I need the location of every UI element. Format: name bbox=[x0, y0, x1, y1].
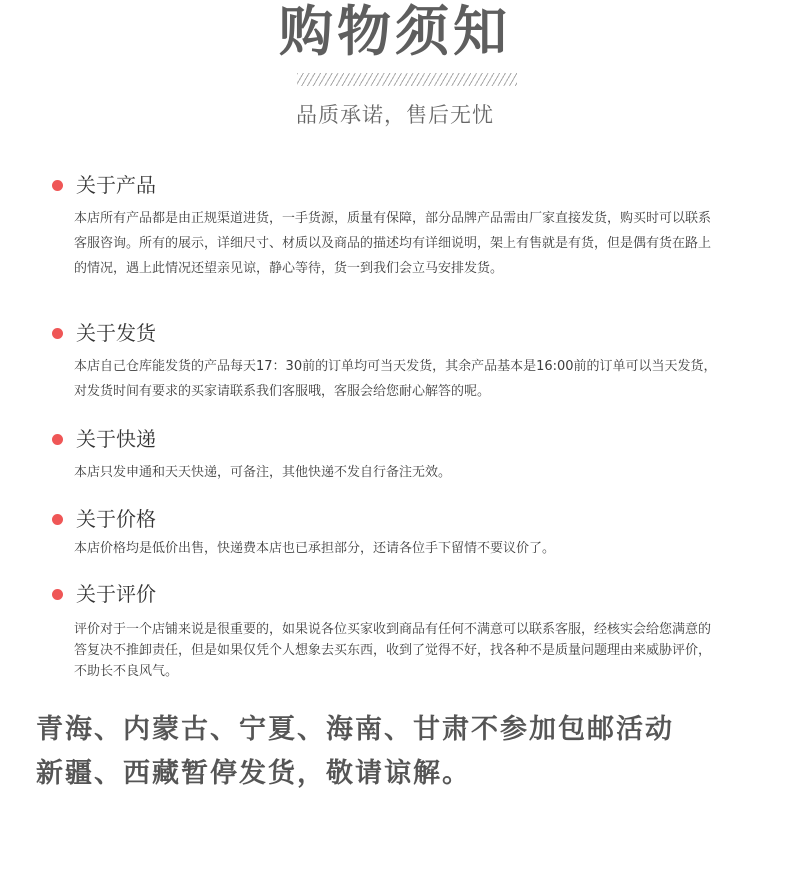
bullet-dot-icon bbox=[52, 434, 63, 445]
section-body: 本店自己仓库能发货的产品每天17：30前的订单均可当天发货，其余产品基本是16:00前的订单可以当天发货，对发货时间有要求的买家请联系我们客服哦，客服会给您耐心解答的呢。 bbox=[74, 359, 717, 399]
shipping-notice bbox=[36, 708, 776, 796]
section-body: 本店价格均是低价出售，快递费本店也已承担部分，还请各位手下留情不要议价了。 bbox=[74, 541, 556, 556]
section-title: 关于评价 bbox=[76, 582, 156, 606]
decorative-divider bbox=[297, 73, 517, 86]
section-title: 关于价格 bbox=[76, 507, 156, 531]
section-review bbox=[52, 581, 732, 682]
section-title: 关于快递 bbox=[76, 427, 156, 451]
section-price bbox=[52, 506, 732, 561]
section-shipping bbox=[52, 320, 732, 404]
bullet-dot-icon bbox=[52, 328, 63, 339]
page-title: 购物须知 bbox=[279, 0, 511, 63]
notice-line-2: 新疆、西藏暂停发货，敬请谅解。 bbox=[36, 758, 471, 789]
section-body: 评价对于一个店铺来说是很重要的，如果说各位买家收到商品有任何不满意可以联系客服，经核实会给您满意的答复决不推卸责任，但是如果仅凭个人想象去买东西，收到了觉得不好，找各种不是质量问题理由来威胁评价，不助长不良风气。 bbox=[74, 622, 712, 679]
bullet-dot-icon bbox=[52, 514, 63, 525]
page-subtitle: 品质承诺，售后无忧 bbox=[296, 103, 494, 127]
section-body: 本店只发申通和天天快递，可备注，其他快递不发自行备注无效。 bbox=[74, 465, 452, 480]
section-product bbox=[52, 172, 732, 281]
bullet-dot-icon bbox=[52, 180, 63, 191]
notice-line-1: 青海、内蒙古、宁夏、海南、甘肃不参加包邮活动 bbox=[36, 714, 674, 745]
section-title: 关于产品 bbox=[76, 173, 156, 197]
bullet-dot-icon bbox=[52, 589, 63, 600]
section-courier bbox=[52, 426, 732, 485]
section-body: 本店所有产品都是由正规渠道进货，一手货源，质量有保障，部分品牌产品需由厂家直接发货，购买时可以联系客服咨询。所有的展示，详细尺寸、材质以及商品的描述均有详细说明，架上有售就是有货，但是偶有货在路上的情况，遇上此情况还望亲见谅，静心等待，货一到我们会立马安排发货。 bbox=[74, 211, 712, 276]
section-title: 关于发货 bbox=[76, 321, 156, 345]
